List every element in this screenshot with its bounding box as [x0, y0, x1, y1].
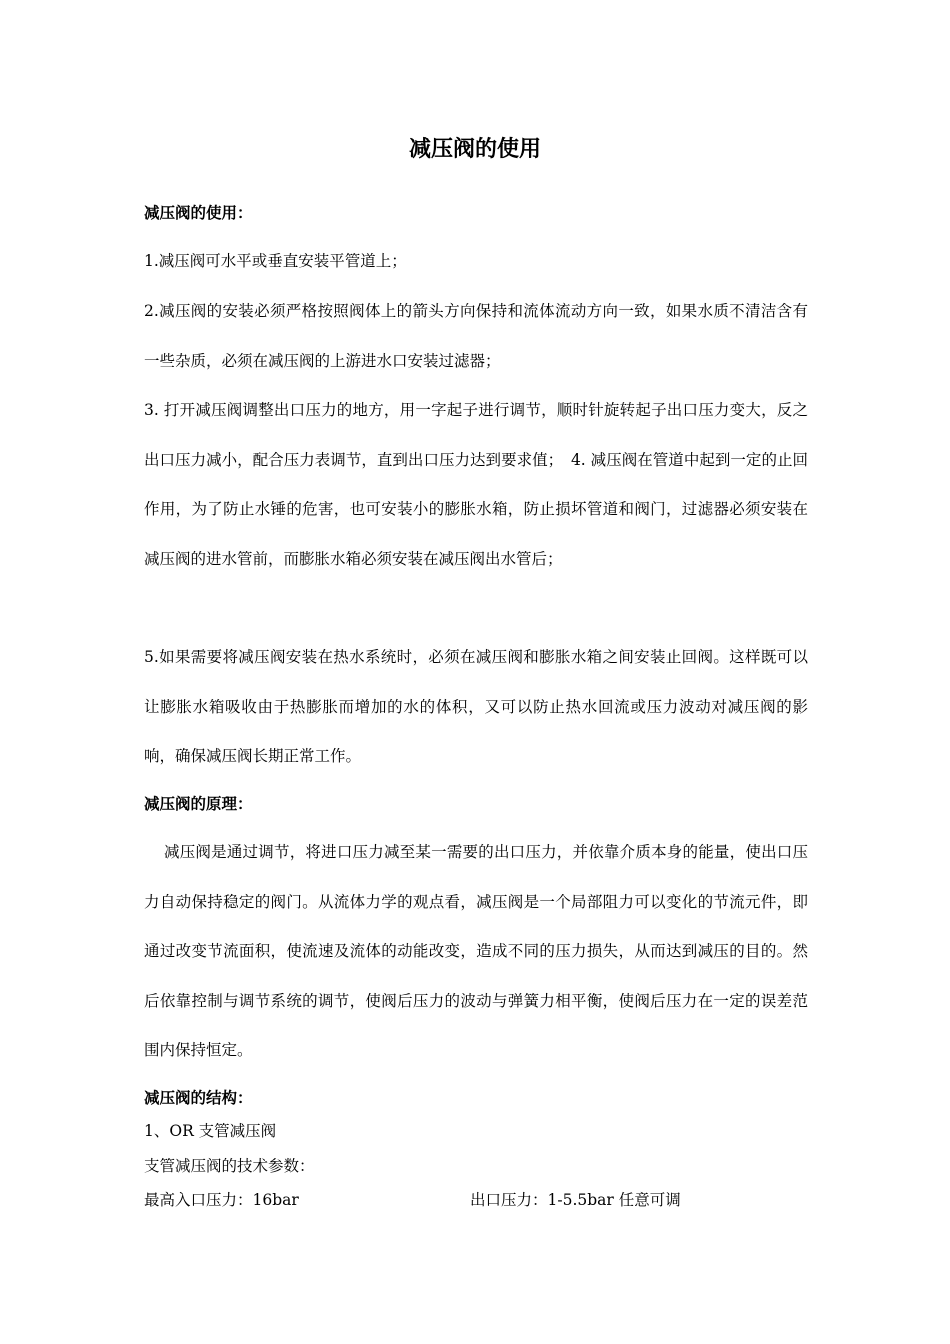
max-inlet-pressure: 最高入口压力：16bar [144, 1191, 299, 1209]
structure-item-or-valve: 1、OR 支管减压阀 [144, 1122, 277, 1140]
document-title: 减压阀的使用 [408, 137, 541, 162]
usage-item-3-4: 3. 打开减压阀调整出口压力的地方，用一字起子进行调节，顺时针旋转起子出口压力变大，反之出口压力减小，配合压力表调节，直到出口压力达到要求值； 4. 减压阀在管道中起到一定的止回作用，为了防止水锤的危害，也可安装小的膨胀水箱，防止损坏管道和阀门，过滤器必须安装在减压阀的进水管前，而膨胀水箱必须安装在减压阀出水管后； [144, 401, 808, 568]
usage-item-2: 2.减压阀的安装必须严格按照阀体上的箭头方向保持和流体流动方向一致，如果水质不清洁含有一些杂质，必须在减压阀的上游进水口安装过滤器； [144, 302, 808, 370]
principle-heading: 减压阀的原理： [144, 795, 253, 813]
usage-item-1: 1.减压阀可水平或垂直安装平管道上； [144, 252, 407, 270]
usage-heading: 减压阀的使用： [144, 204, 253, 222]
structure-heading: 减压阀的结构： [144, 1089, 253, 1107]
structure-params-label: 支管减压阀的技术参数： [144, 1157, 315, 1175]
usage-item-5: 5.如果需要将减压阀安装在热水系统时，必须在减压阀和膨胀水箱之间安装止回阀。这样既可以让膨胀水箱吸收由于热膨胀而增加的水的体积，又可以防止热水回流或压力波动对减压阀的影响，确保减压阀长期正常工作。 [144, 648, 808, 765]
outlet-pressure: 出口压力：1-5.5bar 任意可调 [470, 1191, 681, 1209]
principle-body: 减压阀是通过调节，将进口压力减至某一需要的出口压力，并依靠介质本身的能量，使出口压力自动保持稳定的阀门。从流体力学的观点看，减压阀是一个局部阻力可以变化的节流元件，即通过改变节流面积，使流速及流体的动能改变，造成不同的压力损失，从而达到减压的目的。然后依靠控制与调节系统的调节，使阀后压力的波动与弹簧力相平衡，使阀后压力在一定的误差范围内保持恒定。 [144, 843, 808, 1059]
